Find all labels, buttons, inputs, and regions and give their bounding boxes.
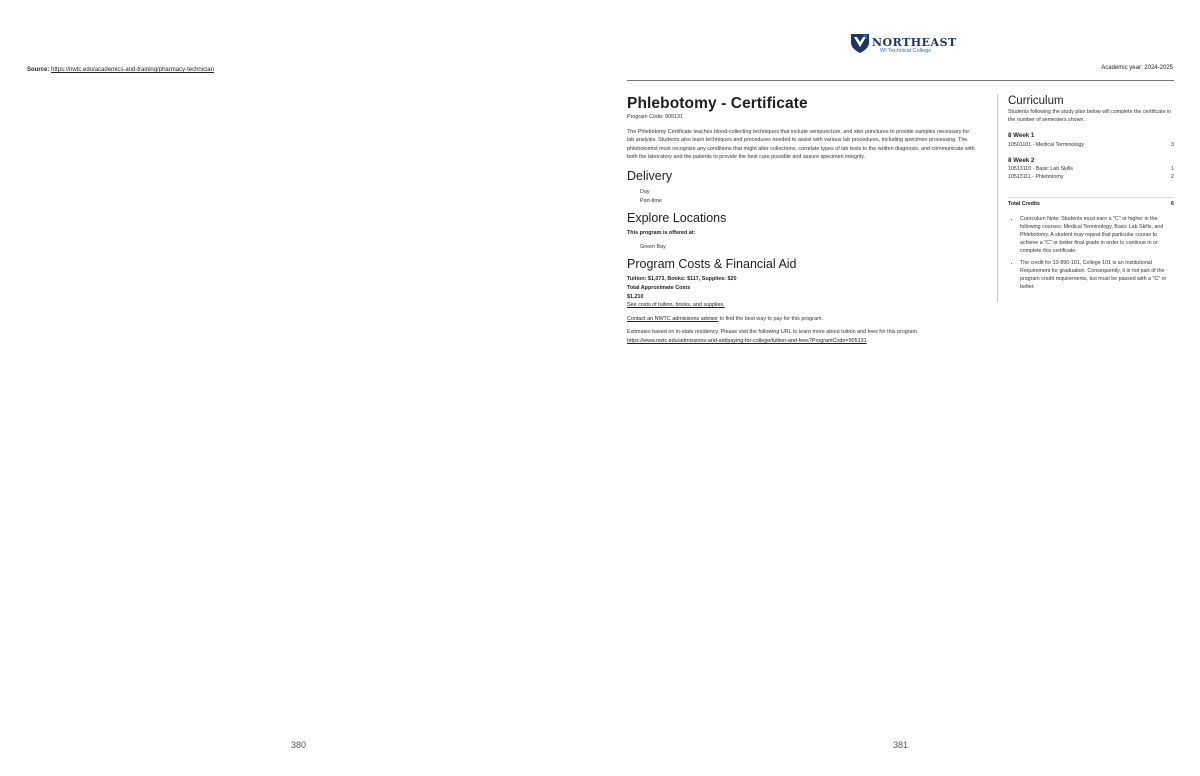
curriculum-note: • The credit for 10-890-101, College 101 is an Institutional Requirement for graduation. Consequently, it is not part of the program credit requirements, but must be passed with a "C" or better. <box>1020 259 1174 292</box>
curriculum-panel <box>997 94 1174 302</box>
course-credits: 2 <box>1171 174 1174 181</box>
course-row <box>1008 165 1174 173</box>
cost-breakdown: Tuition: $1,073, Books: $117, Supplies: $20 <box>627 276 737 283</box>
logo-name: NORTHEAST <box>872 36 957 49</box>
curriculum-note: • Curriculum Note: Students must earn a "C" or higher in the following courses: Medical Terminology, Basic Lab Skills, and Phlebotomy. A student may repeat that particular course to achieve a "C" or better final grade in order to continue in or complete this certificate. <box>1020 215 1174 256</box>
total-credits-value: 6 <box>1171 201 1174 208</box>
delivery-list <box>627 188 977 205</box>
college-logo <box>850 31 960 57</box>
total-costs-label: Total Approximate Costs <box>627 284 691 291</box>
total-credits-label: Total Credits <box>1008 201 1040 208</box>
tuition-fees-link[interactable]: https://www.nwtc.edu/admissions-and-aid/paying-for-college/tuition-and-fees?ProgramCode=905131 <box>627 337 867 344</box>
header-divider <box>627 80 1174 81</box>
curriculum-intro: Students following the study plan below will complete the certificate in the number of semesters shown. <box>1008 109 1172 124</box>
course-name: 10501101 - Medical Terminology <box>1008 141 1085 148</box>
curriculum-heading: Curriculum <box>1008 95 1064 107</box>
estimate-note: Estimates based on in-state residency. Please visit the following URL to learn more about tuition and fees for this program. <box>627 329 919 336</box>
program-code: Program Code: 905131 <box>627 114 684 120</box>
locations-heading: Explore Locations <box>627 211 727 226</box>
curriculum-section-title: 8 Week 2 <box>1008 156 1035 164</box>
program-main-column <box>627 94 977 346</box>
total-costs-value: $1,210 <box>627 293 644 300</box>
source-label: Source: <box>27 67 50 73</box>
delivery-item: Day <box>640 188 650 195</box>
total-credits-row <box>1008 197 1174 208</box>
offered-at-label: This program is offered at: <box>627 230 696 237</box>
shield-logo-icon <box>850 32 870 54</box>
advisor-text: to find the best way to pay for this program. <box>718 315 823 322</box>
course-credits: 3 <box>1171 141 1174 148</box>
advisor-line <box>627 315 977 324</box>
page-number-right: 381 <box>893 740 909 750</box>
page-number-left: 380 <box>291 740 307 750</box>
course-row <box>1008 141 1174 149</box>
course-name: 10513111 - Phlebotomy <box>1008 174 1064 181</box>
course-credits: 1 <box>1171 166 1174 173</box>
course-row <box>1008 173 1174 181</box>
advisor-link[interactable]: Contact an NWTC admissions advisor <box>627 315 719 322</box>
delivery-item: Part-time <box>640 197 662 204</box>
curriculum-section-title: 8 Week 1 <box>1008 132 1035 140</box>
academic-year: Academic year: 2024-2025 <box>1101 65 1173 71</box>
source-link[interactable]: https://nwtc.edu/academics-and-training/pharmacy-technician <box>51 67 215 73</box>
costs-heading: Program Costs & Financial Aid <box>627 257 797 272</box>
program-title: Phlebotomy - Certificate <box>627 95 808 112</box>
course-name: 10513110 - Basic Lab Skills <box>1008 166 1073 173</box>
costs-link[interactable]: See costs of tuition, books, and supplies. <box>627 302 725 309</box>
location-item: Green Bay <box>640 243 666 250</box>
program-description: The Phlebotomy Certificate teaches blood-collecting techniques that include venipuncture, and skin punctures to provide samples necessary for lab analysis. Students also learn techniques and procedures needed to assist with various lab procedures, including specimen processing. The phlebotomist must recognize any conditions that might alter collections, correlate types of lab tests to the written diagnosis, and communicate with both the laboratory and the patients to provide the best care possible and assure specimen integrity. <box>627 128 975 161</box>
delivery-heading: Delivery <box>627 168 673 183</box>
source-line <box>27 67 214 73</box>
curriculum-notes <box>1008 215 1174 292</box>
logo-subtitle: WI Technical College <box>880 48 932 54</box>
